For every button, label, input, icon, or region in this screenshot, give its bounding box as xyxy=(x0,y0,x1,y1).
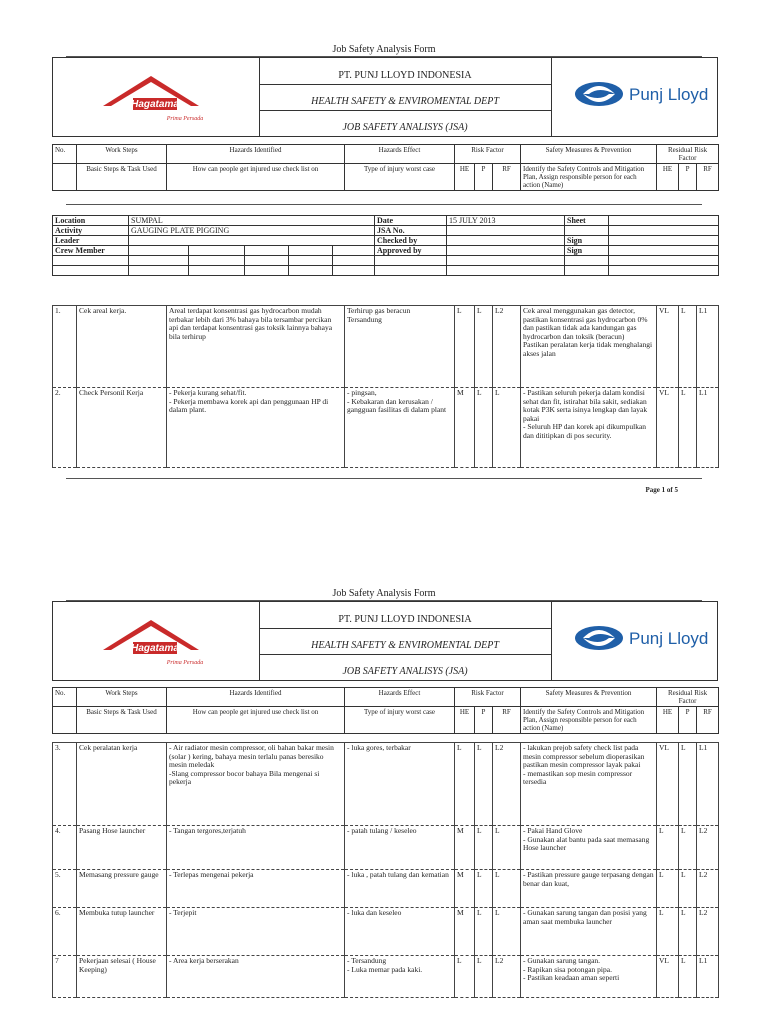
doc-title-2: JOB SAFETY ANALISYS (JSA) xyxy=(342,666,468,677)
jsa-rows-page-1 xyxy=(52,305,719,468)
cell-no: 3. xyxy=(53,743,77,826)
cell-he: L xyxy=(455,743,475,826)
cell-effect: Terhirup gas beracun Tersandung xyxy=(345,306,455,388)
cell-rhe: VL xyxy=(657,388,679,468)
cell-rf: L2 xyxy=(493,306,521,388)
cell-no: 6. xyxy=(53,908,77,956)
cell-rf: L xyxy=(493,826,521,870)
form-title-2: Job Safety Analysis Form xyxy=(332,588,436,599)
cell-rrf: L2 xyxy=(697,870,719,908)
form-title: Job Safety Analysis Form xyxy=(332,44,436,55)
cell-rhe: L xyxy=(657,908,679,956)
activity-value: GAUGING PLATE PIGGING xyxy=(129,226,375,236)
cell-no: 4. xyxy=(53,826,77,870)
cell-step: Memasang pressure gauge xyxy=(77,870,167,908)
doc-title: JOB SAFETY ANALISYS (JSA) xyxy=(342,122,468,133)
cell-effect: - Tersandung - Luka memar pada kaki. xyxy=(345,956,455,998)
cell-hazard: Areal terdapat konsentrasi gas hydrocarbon mudah terbakar lebih dari 3% bahaya bila tersambar percikan api dan terdapat konsentrasi gas toksik lainnya bahaya bila terhirup xyxy=(167,306,345,388)
jsa-row xyxy=(53,870,719,908)
info-table: Location SUMPAL Date 15 JULY 2013 Sheet Activity GAUGING PLATE PIGGING JSA No. Leader Checked by Sign Crew Member Approved by Sign xyxy=(52,215,719,276)
cell-rf: L xyxy=(493,908,521,956)
cell-rhe: VL xyxy=(657,956,679,998)
cell-no: 2. xyxy=(53,388,77,468)
jsa-row xyxy=(53,908,719,956)
cell-effect: - luka , patah tulang dan kematian xyxy=(345,870,455,908)
dept-name-2: HEALTH SAFETY & ENVIROMENTAL DEPT xyxy=(311,640,499,651)
cell-rrf: L1 xyxy=(697,956,719,998)
cell-rrf: L2 xyxy=(697,826,719,870)
cell-hazard: - Terlepas mengenai pekerja xyxy=(167,870,345,908)
cell-effect: - luka gores, terbakar xyxy=(345,743,455,826)
jsa-row xyxy=(53,826,719,870)
cell-no: 1. xyxy=(53,306,77,388)
company-name: PT. PUNJ LLOYD INDONESIA xyxy=(338,70,472,81)
cell-p: L xyxy=(475,956,493,998)
cell-p: L xyxy=(475,306,493,388)
column-header-table-2: No. Work Steps Hazards Identified Hazards Effect Risk Factor Safety Measures & Prevention Residual Risk Factor Basic Steps & Task Used How can people get injured use check list on Type of injury worst case HE P RF Identify the Safety Controls and Mitigation Plan, Assign responsible person for each action (Name) HE P RF xyxy=(52,687,719,734)
jsa-row xyxy=(53,956,719,998)
jsa-row xyxy=(53,743,719,826)
cell-rp: L xyxy=(679,306,697,388)
cell-step: Pasang Hose launcher xyxy=(77,826,167,870)
cell-he: L xyxy=(455,956,475,998)
svg-text:Hagatama: Hagatama xyxy=(131,643,179,654)
cell-rrf: L1 xyxy=(697,743,719,826)
cell-step: Membuka tutup launcher xyxy=(77,908,167,956)
cell-no: 7 xyxy=(53,956,77,998)
punj-lloyd-logo xyxy=(571,74,711,114)
page-number: Page 1 of 5 xyxy=(645,486,678,494)
cell-effect: - patah tulang / keseleo xyxy=(345,826,455,870)
cell-rp: L xyxy=(679,826,697,870)
header-box xyxy=(52,57,718,137)
cell-hazard: - Area kerja berserakan xyxy=(167,956,345,998)
cell-rhe: L xyxy=(657,870,679,908)
cell-step: Cek areal kerja. xyxy=(77,306,167,388)
cell-effect: - pingsan, - Kebakaran dan kerusakan / gangguan fasilitas di dalam plant xyxy=(345,388,455,468)
cell-rf: L2 xyxy=(493,743,521,826)
cell-hazard: - Tangan tergores,terjatuh xyxy=(167,826,345,870)
cell-rrf: L2 xyxy=(697,908,719,956)
cell-rrf: L1 xyxy=(697,306,719,388)
svg-text:Hagatama: Hagatama xyxy=(131,99,179,110)
cell-he: M xyxy=(455,388,475,468)
svg-text:Punj Lloyd: Punj Lloyd xyxy=(629,85,709,104)
cell-hazard: - Terjepit xyxy=(167,908,345,956)
cell-step: Check Personil Kerja xyxy=(77,388,167,468)
location-value: SUMPAL xyxy=(129,216,375,226)
cell-no: 5. xyxy=(53,870,77,908)
svg-text:Punj Lloyd: Punj Lloyd xyxy=(629,629,709,648)
cell-step: Pekerjaan selesai ( House Keeping) xyxy=(77,956,167,998)
cell-p: L xyxy=(475,743,493,826)
cell-measure: - lakukan prejob safety check list pada mesin compressor sebelum dioperasikan pastikan mesin compressor layak pakai - memastikan sop mesin compressor tersedia xyxy=(521,743,657,826)
cell-rp: L xyxy=(679,388,697,468)
punj-lloyd-logo-2 xyxy=(571,618,711,658)
cell-rp: L xyxy=(679,743,697,826)
cell-rf: L xyxy=(493,388,521,468)
company-name-2: PT. PUNJ LLOYD INDONESIA xyxy=(338,614,472,625)
header-box-2 xyxy=(52,601,718,681)
cell-p: L xyxy=(475,388,493,468)
hagatama-logo xyxy=(93,70,223,128)
cell-he: M xyxy=(455,826,475,870)
cell-measure: - Pastikan seluruh pekerja dalam kondisi sehat dan fit, istirahat bila sakit, sediakan kotak P3K serta isinya lengkap dan layak pakai - Seluruh HP dan korek api dikumpulkan dan dititipkan di pos security. xyxy=(521,388,657,468)
cell-measure: - Gunakan sarung tangan dan posisi yang aman saat membuka launcher xyxy=(521,908,657,956)
jsa-row xyxy=(53,388,719,468)
cell-step: Cek peralatan kerja xyxy=(77,743,167,826)
cell-rhe: VL xyxy=(657,306,679,388)
cell-rf: L2 xyxy=(493,956,521,998)
cell-rp: L xyxy=(679,956,697,998)
cell-he: M xyxy=(455,870,475,908)
cell-p: L xyxy=(475,870,493,908)
cell-measure: Cek areal menggunakan gas detector, pastikan konsentrasi gas hydrocarbon 0% dan pastikan tidak ada kandungan gas hydrocarbon dan toksik (beracun) Pastikan peralatan kerja tidak menghalangi akses jalan xyxy=(521,306,657,388)
cell-effect: - luka dan keseleo xyxy=(345,908,455,956)
cell-he: L xyxy=(455,306,475,388)
cell-measure: - Pakai Hand Glove - Gunakan alat bantu pada saat memasang Hose launcher xyxy=(521,826,657,870)
cell-measure: - Gunakan sarung tangan. - Rapikan sisa potongan pipa. - Pastikan keadaan aman seperti xyxy=(521,956,657,998)
jsa-rows-page-2 xyxy=(52,742,719,998)
cell-hazard: - Air radiator mesin compressor, oli bahan bakar mesin (solar ) kering, bahaya mesin terlalu panas beresiko mesin meledak -Slang compressor bocor bahaya Bila mengenai si pekerja xyxy=(167,743,345,826)
cell-measure: - Pastikan pressure gauge terpasang dengan benar dan kuat, xyxy=(521,870,657,908)
cell-hazard: - Pekerja kurang sehat/fit. - Pekerja membawa korek api dan penggunaan HP di dalam plant. xyxy=(167,388,345,468)
jsa-page-2 xyxy=(0,540,768,1024)
cell-he: M xyxy=(455,908,475,956)
dept-name: HEALTH SAFETY & ENVIROMENTAL DEPT xyxy=(311,96,499,107)
cell-rhe: L xyxy=(657,826,679,870)
column-header-table: No. Work Steps Hazards Identified Hazards Effect Risk Factor Safety Measures & Prevention Residual Risk Factor Basic Steps & Task Used How can people get injured use check list on Type of injury worst case HE P RF Identify the Safety Controls and Mitigation Plan, Assign responsible person for each action (Name) HE P RF xyxy=(52,144,719,191)
cell-rp: L xyxy=(679,870,697,908)
cell-p: L xyxy=(475,826,493,870)
cell-rrf: L1 xyxy=(697,388,719,468)
date-value: 15 JULY 2013 xyxy=(447,216,565,226)
cell-p: L xyxy=(475,908,493,956)
svg-text:Prima Persada: Prima Persada xyxy=(166,116,204,122)
jsa-row xyxy=(53,306,719,388)
cell-rp: L xyxy=(679,908,697,956)
cell-rhe: VL xyxy=(657,743,679,826)
cell-rf: L xyxy=(493,870,521,908)
hagatama-logo-2 xyxy=(93,614,223,672)
svg-text:Prima Persada: Prima Persada xyxy=(166,660,204,666)
